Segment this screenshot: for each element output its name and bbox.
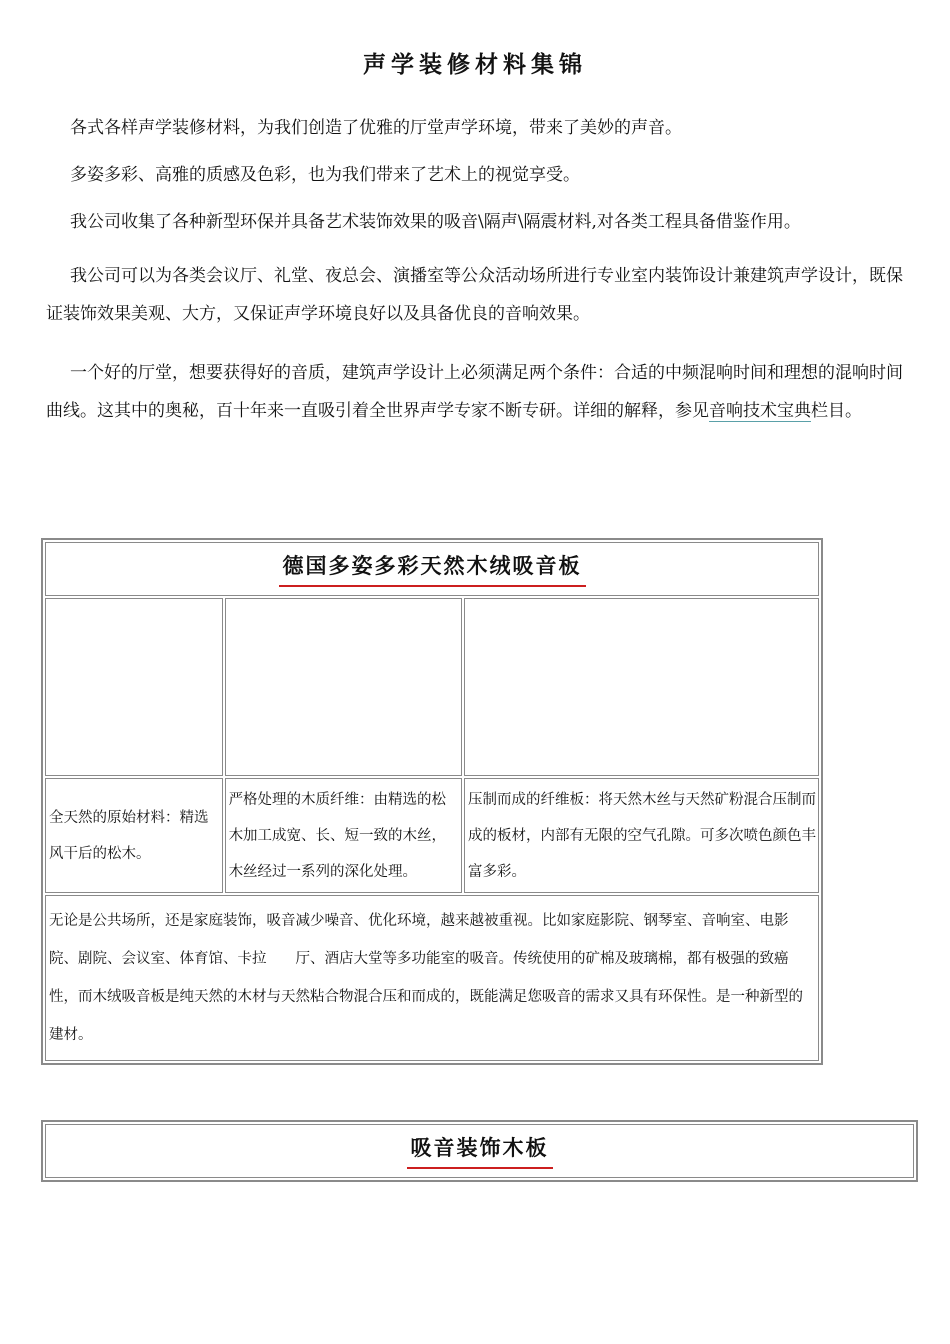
intro-paragraph-5-tail: 栏目。 bbox=[811, 401, 862, 421]
intro-paragraph-3: 我公司收集了各种新型环保并具备艺术装饰效果的吸音\隔声\隔震材料,对各类工程具备借鉴作用。 bbox=[70, 212, 801, 232]
page-title: 声学装修材料集锦 bbox=[363, 51, 587, 78]
wood-wool-heading: 德国多姿多彩天然木绒吸音板 bbox=[279, 551, 586, 587]
intro-paragraph-5-text: 一个好的厅堂，想要获得好的音质，建筑声学设计上必须满足两个条件：合适的中频混响时间和理想的混响时间曲线。这其中的奥秘，百十年来一直吸引着全世界声学专家不断专研。详细的解释，参见 bbox=[46, 363, 903, 421]
wood-fiber-description: 严格处理的木质纤维：由精选的松木加工成宽、长、短一致的木丝，木丝经过一系列的深化处理。 bbox=[225, 778, 462, 893]
decorative-wood-heading: 吸音装饰木板 bbox=[407, 1133, 553, 1169]
decorative-wood-heading-cell bbox=[45, 1124, 914, 1178]
sound-tech-handbook-link[interactable]: 音响技术宝典 bbox=[709, 401, 811, 421]
intro-paragraph-4: 我公司可以为各类会议厅、礼堂、夜总会、演播室等公众活动场所进行专业室内装饰设计兼建筑声学设计，既保证装饰效果美观、大方，又保证声学环境良好以及具备优良的音响效果。 bbox=[46, 266, 903, 324]
wood-fiber-image-cell bbox=[225, 598, 462, 776]
intro-paragraph-2: 多姿多彩、高雅的质感及色彩，也为我们带来了艺术上的视觉享受。 bbox=[70, 165, 580, 185]
intro-paragraph-1: 各式各样声学装修材料，为我们创造了优雅的厅堂声学环境，带来了美妙的声音。 bbox=[70, 118, 682, 138]
decorative-wood-panel-table bbox=[41, 1120, 918, 1182]
wood-wool-panel-table bbox=[41, 538, 823, 1065]
raw-material-description: 全天然的原始材料：精选风干后的松木。 bbox=[45, 778, 223, 893]
fiber-board-description: 压制而成的纤维板：将天然木丝与天然矿粉混合压制而成的板材，内部有无限的空气孔隙。可多次喷色颜色丰富多彩。 bbox=[464, 778, 819, 893]
intro-paragraph-5 bbox=[46, 354, 908, 430]
fiber-board-image-cell bbox=[464, 598, 819, 776]
wood-wool-heading-cell bbox=[45, 542, 819, 596]
wood-wool-summary: 无论是公共场所，还是家庭装饰，吸音减少噪音、优化环境，越来越被重视。比如家庭影院、钢琴室、音响室、电影院、剧院、会议室、体育馆、卡拉 厅、酒店大堂等多功能室的吸音。传统使用的矿棉及玻璃棉，都有极强的致癌性，而木绒吸音板是纯天然的木材与天然粘合物混合压和而成的，既能满足您吸音的需求又具有环保性。是一种新型的建材。 bbox=[45, 895, 819, 1061]
raw-material-image-cell bbox=[45, 598, 223, 776]
